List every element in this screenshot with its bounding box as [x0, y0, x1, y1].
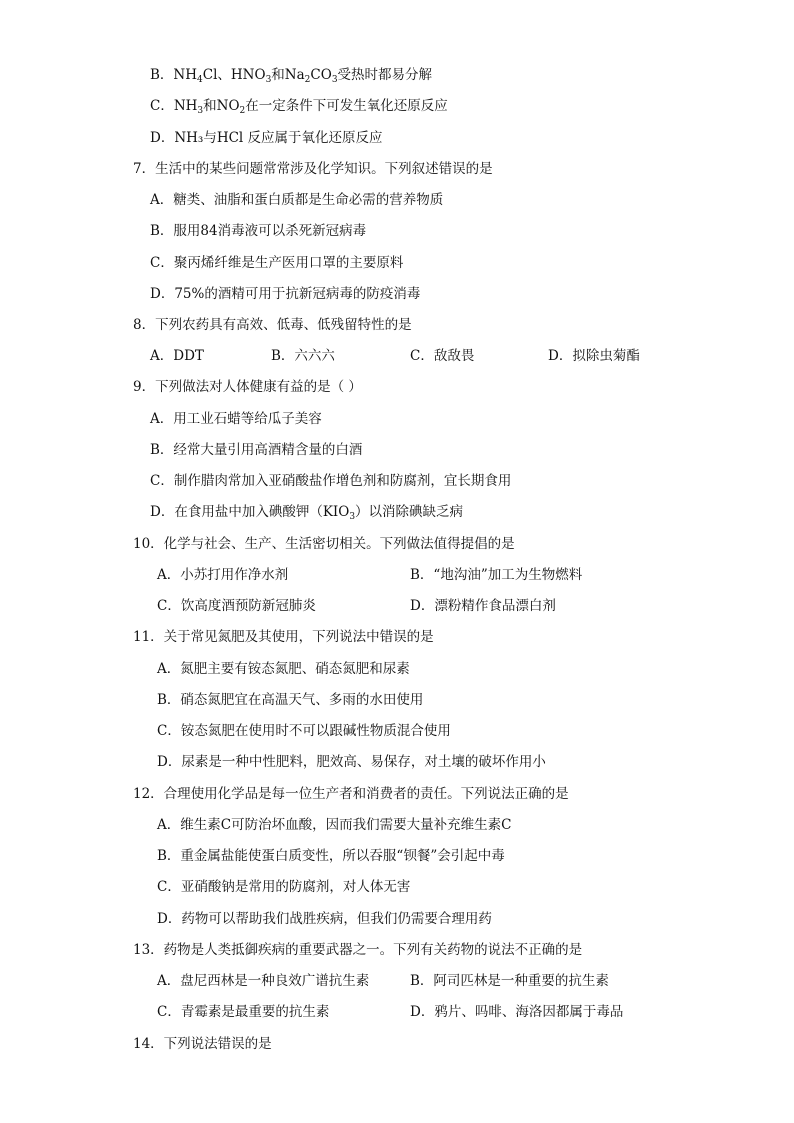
q6-option-b: B．$NH_4Cl$、$HNO_3$和$Na_2CO_3$受热时都易分解 — [150, 67, 433, 85]
q13-option-a: A．盘尼西林是一种良效广谱抗生素 — [157, 973, 370, 989]
q10-option-d: D．漂粉精作食品漂白剂 — [410, 598, 556, 614]
q7-option-b: B．服用84消毒液可以杀死新冠病毒 — [150, 223, 367, 239]
q8-option-a: A．DDT — [150, 348, 204, 364]
q9-stem: 9．下列做法对人体健康有益的是（ ） — [133, 379, 362, 395]
q12-option-a: A．维生素C可防治坏血酸，因而我们需要大量补充维生素C — [157, 817, 512, 833]
q8-option-c: C．敌敌畏 — [410, 348, 475, 364]
q11-stem: 11．关于常见氮肥及其使用，下列说法中错误的是 — [133, 629, 434, 645]
q12-option-d: D．药物可以帮助我们战胜疾病，但我们仍需要合理用药 — [157, 911, 492, 927]
q10-option-b: B．“地沟油”加工为生物燃料 — [410, 567, 583, 583]
q8-option-d: D．拟除虫菊酯 — [548, 348, 640, 364]
q7-option-c: C．聚丙烯纤维是生产医用口罩的主要原料 — [150, 255, 404, 271]
q12-stem: 12．合理使用化学品是每一位生产者和消费者的责任。下列说法正确的是 — [133, 786, 569, 802]
q11-option-b: B．硝态氮肥宜在高温天气、多雨的水田使用 — [157, 692, 424, 708]
q9-option-d: D．在食用盐中加入碘酸钾$(KIO_3)$以消除碘缺乏病 — [150, 504, 464, 522]
q12-option-c: C．亚硝酸钠是常用的防腐剂，对人体无害 — [157, 879, 411, 895]
q9-option-c: C．制作腊肉常加入亚硝酸盐作增色剂和防腐剂，宜长期食用 — [150, 473, 512, 489]
q6-option-d: D．NH₃与HCl 反应属于氧化还原反应 — [150, 130, 383, 146]
q8-stem: 8．下列农药具有高效、低毒、低残留特性的是 — [133, 317, 412, 333]
q13-option-b: B．阿司匹林是一种重要的抗生素 — [410, 973, 609, 989]
q7-option-a: A．糖类、油脂和蛋白质都是生命必需的营养物质 — [150, 192, 444, 208]
q11-option-a: A．氮肥主要有铵态氮肥、硝态氮肥和尿素 — [157, 661, 410, 677]
q6-option-c: C．$NH_3$和$NO_2$在一定条件下可发生氧化还原反应 — [150, 98, 448, 116]
q10-stem: 10．化学与社会、生产、生活密切相关。下列做法值得提倡的是 — [133, 536, 515, 552]
q11-option-c: C．铵态氮肥在使用时不可以跟碱性物质混合使用 — [157, 723, 451, 739]
q13-option-d: D．鸦片、吗啡、海洛因都属于毒品 — [410, 1004, 624, 1020]
q7-option-d: D．75%的酒精可用于抗新冠病毒的防疫消毒 — [150, 286, 421, 302]
q13-stem: 13．药物是人类抵御疾病的重要武器之一。下列有关药物的说法不正确的是 — [133, 942, 583, 958]
q13-option-c: C．青霉素是最重要的抗生素 — [157, 1004, 330, 1020]
q11-option-d: D．尿素是一种中性肥料，肥效高、易保存，对土壤的破坏作用小 — [157, 754, 546, 770]
q9-option-b: B．经常大量引用高酒精含量的白酒 — [150, 442, 363, 458]
q10-option-c: C．饮高度酒预防新冠肺炎 — [157, 598, 316, 614]
q12-option-b: B．重金属盐能使蛋白质变性，所以吞服“钡餐”会引起中毒 — [157, 848, 505, 864]
q10-option-a: A．小苏打用作净水剂 — [157, 567, 289, 583]
q14-stem: 14．下列说法错误的是 — [133, 1036, 272, 1052]
q8-option-b: B．六六六 — [271, 348, 335, 364]
q7-stem: 7．生活中的某些问题常常涉及化学知识。下列叙述错误的是 — [133, 161, 493, 177]
q9-option-a: A．用工业石蜡等给瓜子美容 — [150, 411, 322, 427]
